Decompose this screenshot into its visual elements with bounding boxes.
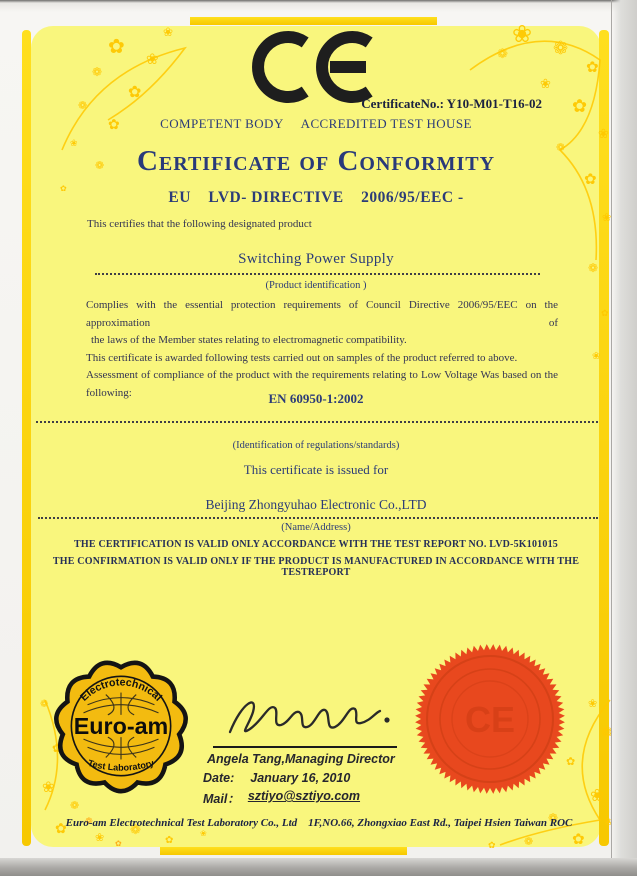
body-line: Assessment of compliance of the product with the requirements relating to Low Voltage Was based on the xyxy=(86,369,558,382)
lab-seal-bottom-text: Test Laboratory xyxy=(86,757,156,773)
lab-seal-name: Euro-am xyxy=(73,713,169,740)
scan-edge-bottom xyxy=(0,858,637,876)
standard-name: EN 60950-1:2002 xyxy=(268,391,364,406)
signatory-name: Angela Tang,Managing Director xyxy=(207,752,395,766)
body-line: This certificate is awarded following tests carried out on samples of the product referred to above. xyxy=(86,351,518,364)
standard-caption: (Identification of regulations/standards) xyxy=(232,440,400,451)
product-dotted-line xyxy=(95,273,540,275)
company-name: Beijing Zhongyuhao Electronic Co.,LTD xyxy=(205,497,427,512)
validity-line-2: THE CONFIRMATION IS VALID ONLY IF THE PRODUCT IS MANUFACTURED IN ACCORDANCE WITH THE TESTREPORT xyxy=(52,556,580,578)
intro-line: This certifies that the following designated product xyxy=(87,218,312,230)
date-value: January 16, 2010 xyxy=(250,771,351,785)
lab-seal xyxy=(45,650,197,802)
signature-date-row xyxy=(203,771,350,785)
gold-border-left xyxy=(22,30,31,846)
mail-label: Mail： xyxy=(203,792,240,806)
product-caption: (Product identification ) xyxy=(265,280,367,291)
signature-script xyxy=(222,690,394,744)
gold-border-bottom xyxy=(160,847,407,855)
gold-border-top xyxy=(190,17,437,25)
red-stamp xyxy=(414,643,566,795)
stamp-embossed-text: CE xyxy=(464,699,516,740)
product-name: Switching Power Supply xyxy=(238,251,394,267)
certificate-number: CertificateNo.: Y10-M01-T16-02 xyxy=(361,96,542,111)
body-line: Complies with the essential protection requirements of Council Directive 2006/95/EEC on the approximation of xyxy=(86,299,558,329)
mail-value: sztiyo@sztiyo.com xyxy=(247,789,361,803)
company-caption: (Name/Address) xyxy=(281,522,351,533)
certificate-title: Certificate of Conformity xyxy=(136,145,496,177)
date-label: Date: xyxy=(203,771,235,785)
signature-line xyxy=(213,746,397,748)
compliance-paragraph xyxy=(86,297,558,403)
issued-for-line: This certificate is issued for xyxy=(243,462,389,477)
body-line: the laws of the Member states relating to electromagnetic compatibility. xyxy=(91,334,407,347)
validity-line-1: THE CERTIFICATION IS VALID ONLY ACCORDANCE WITH THE TEST REPORT NO. LVD-5K101015 xyxy=(74,539,558,550)
competent-body-line: COMPETENT BODY ACCREDITED TEST HOUSE xyxy=(160,116,472,131)
scan-edge-right xyxy=(611,0,637,876)
directive-line: EU LVD- DIRECTIVE 2006/95/EEC - xyxy=(168,189,464,206)
footer-address-line: Euro-am Electrotechnical Test Laboratory Co., Ltd 1F,NO.66, Zhongxiao East Rd., Taipei Hsien Taiwan ROC xyxy=(65,817,573,829)
signature-mail-row xyxy=(203,789,360,807)
standard-dotted-line xyxy=(36,421,598,423)
lab-seal-top-text: Electrotechnical xyxy=(78,676,165,704)
body-line: following: xyxy=(86,386,132,399)
company-dotted-line xyxy=(38,517,598,519)
